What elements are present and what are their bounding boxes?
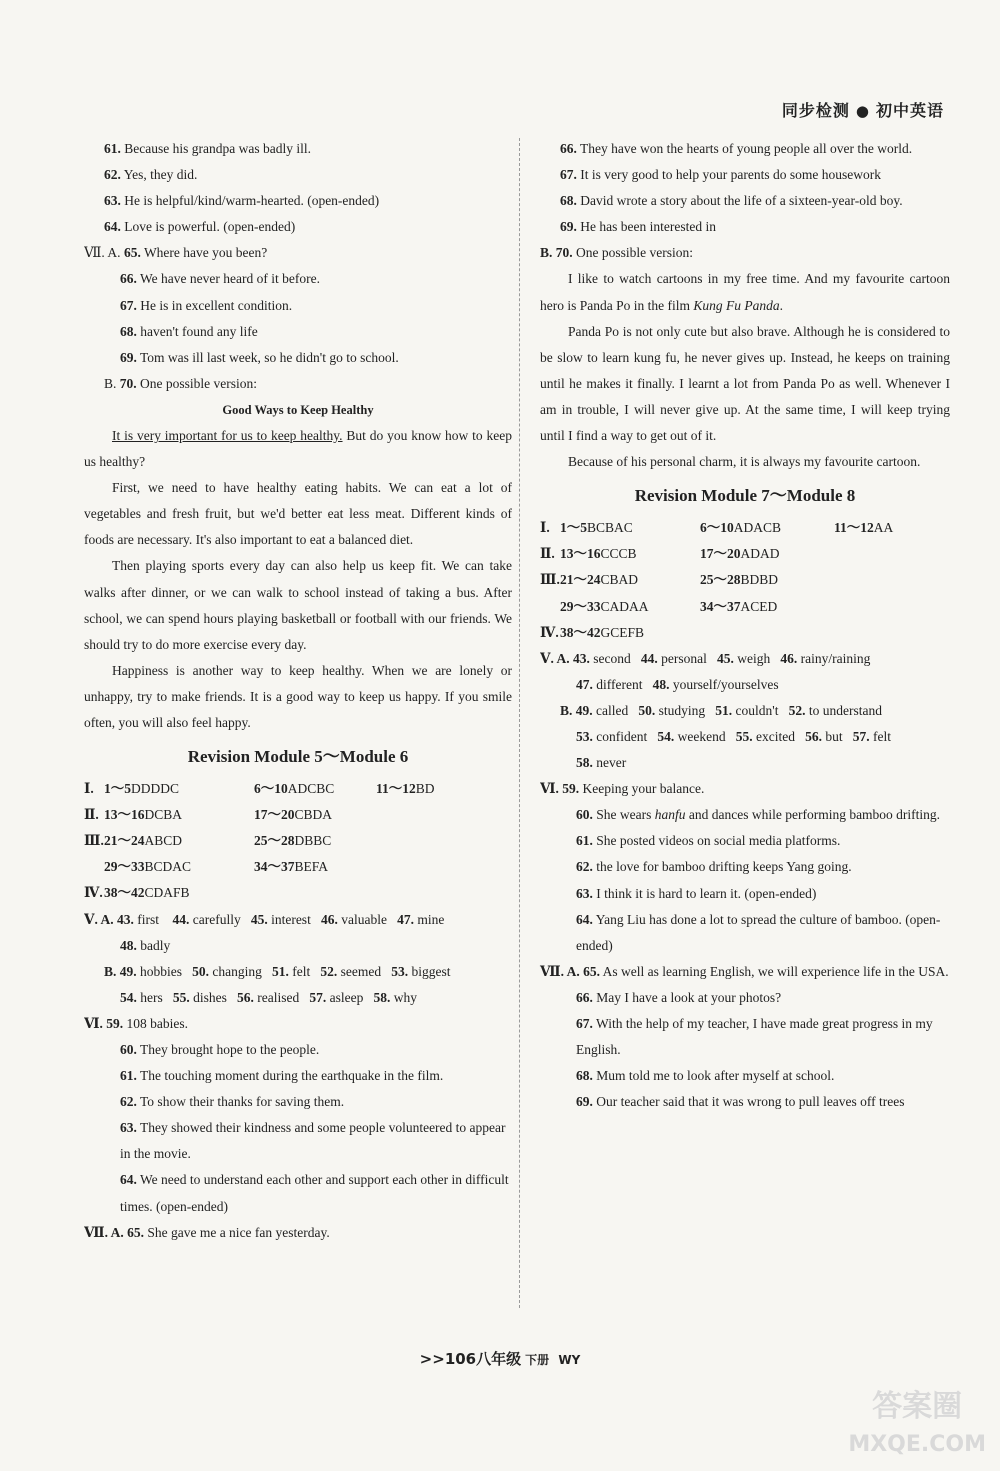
footer-arrows: >> [419,1350,445,1368]
answer-line: 58. never [576,755,627,771]
answer-line: 62. the love for bamboo drifting keeps Yang going. [576,859,852,875]
page-number: 106 [444,1350,477,1368]
answer-line: 61. She posted videos on social media platforms. [576,833,841,849]
key-row: Ⅳ. 38～42GCEFB [540,624,645,640]
essay-paragraph: First, we need to have healthy eating habits. We can eat a lot of vegetables and fresh fruit, but we'd better eat less meat. Different kinds of foods are necessary. It's also important to eat a balanced diet. [84,480,512,548]
b70-label: B. 70. One possible version: [540,245,694,261]
answer-line: 67. It is very good to help your parents do some housework [560,167,881,183]
answer-line: 63. They showed their kindness and some people volunteered to appear in the movie. [120,1120,506,1162]
key-row: 29～33BCDAC 34～37BEFA [104,859,329,875]
page-header [782,98,944,121]
answer-line: 69. Our teacher said that it was wrong to pull leaves off trees [576,1094,905,1110]
essay-paragraph: Because of his personal charm, it is always my favourite cartoon. [568,454,921,470]
answer-line: 62. To show their thanks for saving them. [120,1094,345,1110]
answer-line: 66. They have won the hearts of young people all over the world. [560,141,913,156]
answer-line: 61. Because his grandpa was badly ill. [104,141,311,156]
answer-line: 53. confident 54. weekend 55. excited 56. but 57. felt [576,728,891,744]
answer-line: B. 49. called 50. studying 51. couldn't 52. to understand [560,702,882,718]
section-7-answers [540,959,950,1116]
answer-line: 69. He has been interested in [560,219,716,235]
answer-line: B. 49. hobbies 50. changing 51. felt 52. seemed 53. biggest [104,963,451,979]
answer-line: Ⅶ. A. 65. As well as learning English, we will experience life in the USA. [540,963,949,979]
answer-line: 68. Mum told me to look after myself at school. [576,1068,835,1084]
revision-5-6-title: Revision Module 5～Module 6 [187,747,409,767]
answers-66-69 [540,136,950,240]
answer-line: 68. haven't found any life [120,323,258,339]
answer-line: 48. badly [120,937,171,953]
right-column [540,136,950,1115]
key-row: Ⅰ. 1～5BCBAC 6～10ADACB 11～12AA [540,520,894,536]
essay [84,423,512,736]
answer-line: Ⅴ. A. 43. second 44. personal 45. weigh 46. rainy/raining [540,650,871,666]
essay-paragraph: I like to watch cartoons in my free time. And my favourite cartoon hero is Panda Po in the film Kung Fu Panda. [540,271,950,313]
answer-line: 66. May I have a look at your photos? [576,989,782,1005]
answer-line: 47. different 48. yourself/yourselves [576,676,779,692]
section-5-answers [84,907,512,1011]
answer-line: 60. They brought hope to the people. [120,1042,320,1057]
header-subject: 初中英语 [875,101,944,120]
grade-label: 八年级 [476,1350,522,1368]
answer-list [84,1037,512,1220]
essay-paragraph: Happiness is another way to keep healthy. When we are lonely or unhappy, try to make friends. It is a good way to keep us happy. If you smile often, you will also feel happy. [84,662,512,730]
revision-5-6-keys [84,776,512,906]
answer-line: Ⅶ. A. 65. She gave me a nice fan yesterday. [84,1224,330,1240]
revision-7-8-keys [540,515,950,645]
section-7-first: Ⅶ. A. 65. Where have you been? [84,245,268,261]
answer-line: 63. I think it is hard to learn it. (open-ended) [576,885,817,901]
section-6-answers [84,1011,512,1246]
answer-line: 69. Tom was ill last week, so he didn't go to school. [120,349,399,365]
edition-label: WY [558,1353,581,1367]
answer-line: 68. David wrote a story about the life of a sixteen-year-old boy. [560,193,903,209]
essay-title: Good Ways to Keep Healthy [222,402,374,417]
answer-list [540,802,950,959]
answer-line: 67. He is in excellent condition. [120,297,293,313]
revision-7-8-title: Revision Module 7～Module 8 [634,486,856,506]
volume-label: 下册 [525,1353,550,1367]
header-series: 同步检测 [781,101,850,120]
essay-paragraph: Panda Po is not only cute but also brave. Although he is considered to be slow to learn kung fu, he never gives up. Instead, he keeps on training until he makes it finally. I learnt a lot from Panda Po as well. Whenever I am in trouble, I will never give up. At the same time, I will keep trying until I find a way to get out of it. [540,323,950,444]
answer-line: 64. We need to understand each other and support each other in difficult times. (open-ended) [120,1172,509,1214]
column-divider [519,138,520,1308]
watermark-logo: 答案圈 MXQE.COM [848,1389,986,1457]
key-row: Ⅲ. 21～24ABCD 25～28DBBC [84,833,332,849]
lightbulb-icon: ● [855,102,870,120]
answer-line: 64. Love is powerful. (open-ended) [104,219,296,235]
key-row: Ⅳ. 38～42CDAFB [84,885,190,901]
essay-paragraph: Then playing sports every day can also help us keep fit. We can take walks after dinner, or we can walk to school instead of taking a bus. After school, we can spend hours playing basketball or football with our friends. We should try to do more exercise every day. [84,558,512,652]
answer-line: 60. She wears hanfu and dances while performing bamboo drifting. [576,807,941,823]
answer-line: 62. Yes, they did. [104,167,198,183]
answer-line: Ⅵ. 59. 108 babies. [84,1015,189,1031]
b70-label: B. 70. One possible version: [104,375,258,391]
key-row: Ⅲ. 21～24CBAD 25～28BDBD [540,572,779,588]
page-footer [0,1348,1000,1369]
answer-line: 63. He is helpful/kind/warm-hearted. (open-ended) [104,193,380,209]
answer-line: Ⅴ. A. 43. first 44. carefully 45. interest 46. valuable 47. mine [84,911,445,927]
key-row: Ⅰ. 1～5DDDDC 6～10ADCBC 11～12BD [84,781,435,797]
answer-line: 54. hers 55. dishes 56. realised 57. asleep 58. why [120,989,417,1005]
section-6-answers [540,776,950,959]
section-7-lines [84,266,512,370]
essay-paragraph: It is very important for us to keep healthy. But do you know how to keep us healthy? [84,427,512,470]
answer-line: Ⅵ. 59. Keeping your balance. [540,781,705,797]
essay [540,266,950,475]
key-row: Ⅱ. 13～16CCCB 17～20ADAD [540,546,780,562]
answer-line: 61. The touching moment during the earthquake in the film. [120,1068,444,1084]
answers-61-64 [84,136,512,240]
answer-line: 66. We have never heard of it before. [120,271,320,287]
answer-line: 64. Yang Liu has done a lot to spread the culture of bamboo. (open-ended) [576,911,941,953]
key-row: Ⅱ. 13～16DCBA 17～20CBDA [84,807,333,823]
key-row: 29～33CADAA 34～37ACED [560,598,778,614]
answer-list [540,985,950,1115]
answer-line: 67. With the help of my teacher, I have made great progress in my English. [576,1016,933,1058]
left-column [84,136,512,1246]
section-5-answers [540,646,950,776]
